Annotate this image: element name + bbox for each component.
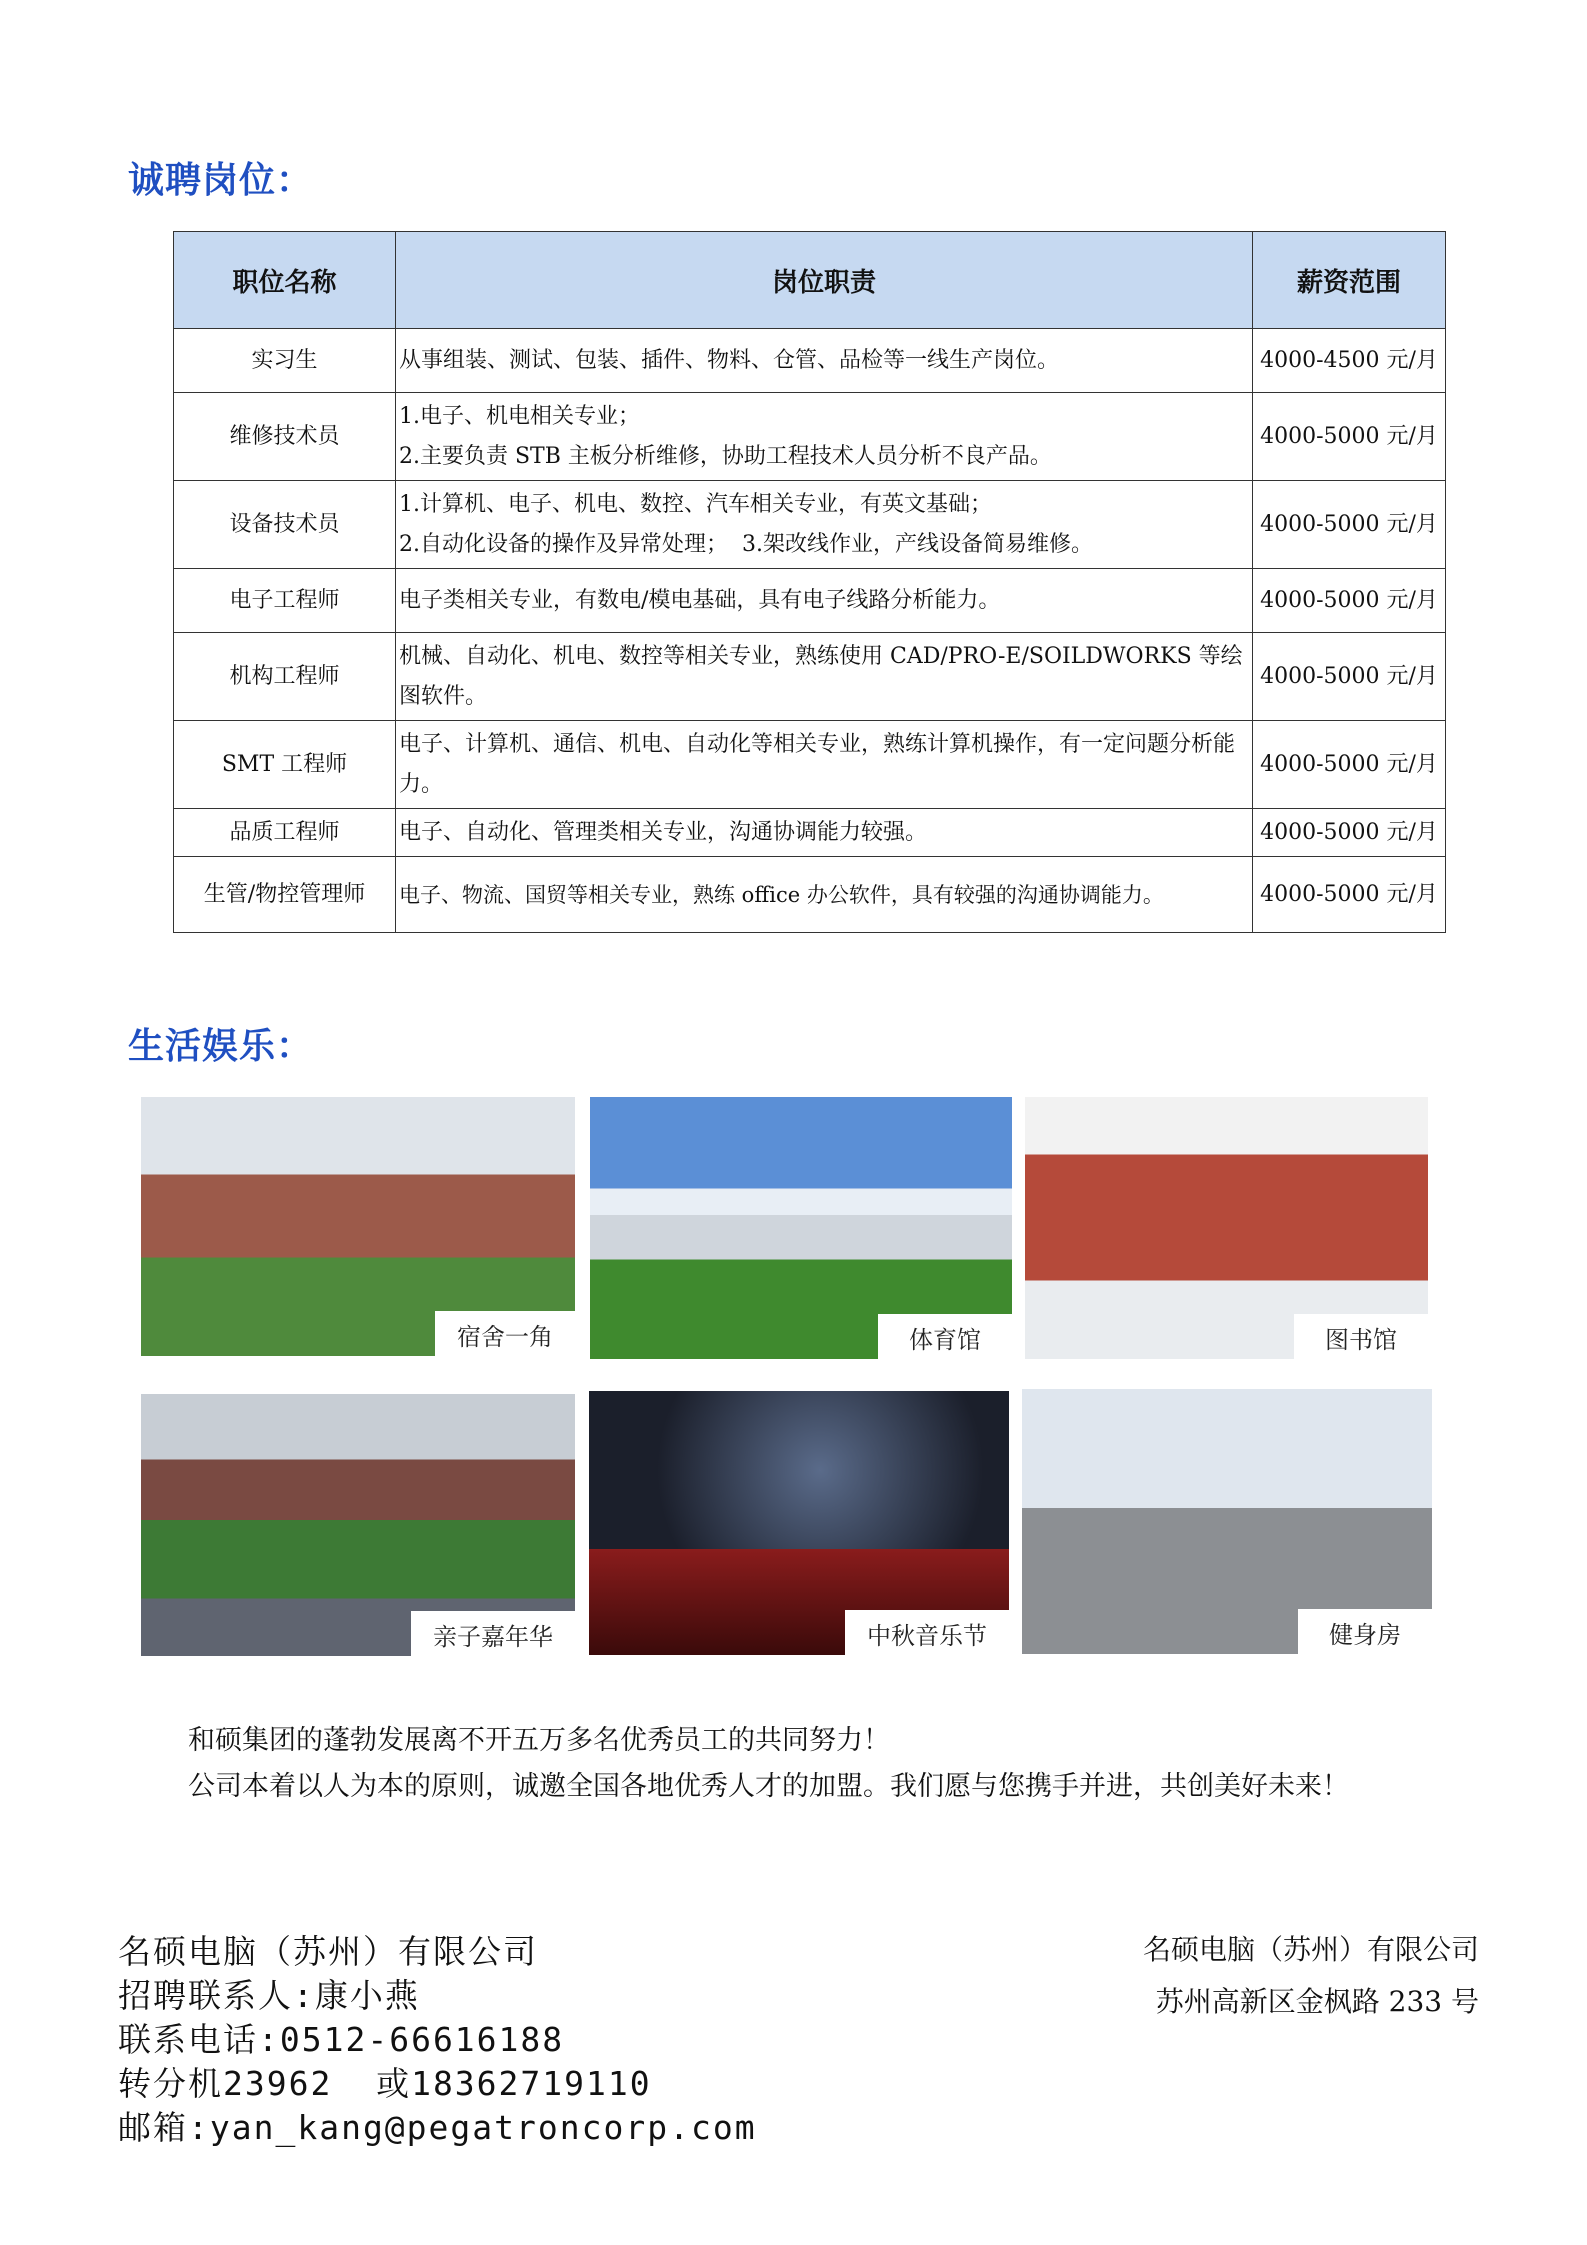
- photo-caption: 中秋音乐节: [845, 1610, 1009, 1655]
- photo-caption: 亲子嘉年华: [411, 1611, 575, 1656]
- photo-music-festival: [589, 1391, 1009, 1655]
- table-row: [174, 633, 1446, 721]
- job-name: 实习生: [174, 329, 396, 393]
- duty-line: 从事组装、测试、包装、插件、物料、仓管、品检等一线生产岗位。: [399, 347, 1060, 373]
- job-name: 品质工程师: [174, 809, 396, 857]
- duty-line: 1.计算机、电子、机电、数控、汽车相关专业，有英文基础；: [399, 491, 992, 517]
- table-row: [174, 393, 1446, 481]
- header-salary: 薪资范围: [1253, 232, 1446, 329]
- photo-library: [1025, 1097, 1428, 1359]
- job-salary: 4000-5000 元/月: [1253, 569, 1446, 633]
- contact-phone: 联系电话:0512-66616188: [118, 2020, 565, 2059]
- job-name: 设备技术员: [174, 481, 396, 569]
- photo-caption: 宿舍一角: [435, 1311, 575, 1356]
- job-salary: 4000-5000 元/月: [1253, 809, 1446, 857]
- contact-extension: 转分机23962 或18362719110: [118, 2064, 652, 2103]
- duty-line: 电子、物流、国贸等相关专业，熟练 office 办公软件，具有较强的沟通协调能力。: [399, 882, 1164, 907]
- table-row: [174, 329, 1446, 393]
- job-duty: [396, 633, 1253, 721]
- closing-message: [188, 1718, 1349, 1810]
- duty-line: 机械、自动化、机电、数控等相关专业，熟练使用 CAD/PRO-E/SOILDWORKS 等绘图软件。: [399, 643, 1243, 709]
- job-salary: 4000-5000 元/月: [1253, 857, 1446, 933]
- job-salary: 4000-5000 元/月: [1253, 393, 1446, 481]
- job-name: 机构工程师: [174, 633, 396, 721]
- job-salary: 4000-4500 元/月: [1253, 329, 1446, 393]
- photo-family-carnival: [141, 1394, 575, 1656]
- closing-line-1: 和硕集团的蓬勃发展离不开五万多名优秀员工的共同努力！: [188, 1725, 890, 1756]
- job-duty: [396, 393, 1253, 481]
- jobs-table-header-row: [174, 232, 1446, 329]
- job-duty: [396, 721, 1253, 809]
- header-job-duty: 岗位职责: [396, 232, 1253, 329]
- table-row: [174, 857, 1446, 933]
- job-name: 生管/物控管理师: [174, 857, 396, 933]
- contact-person: 招聘联系人:康小燕: [118, 1976, 420, 2015]
- table-row: [174, 481, 1446, 569]
- job-salary: 4000-5000 元/月: [1253, 481, 1446, 569]
- closing-line-2: 公司本着以人为本的原则，诚邀全国各地优秀人才的加盟。我们愿与您携手并进，共创美好未来！: [188, 1771, 1349, 1802]
- table-row: [174, 721, 1446, 809]
- contact-block: [118, 1930, 757, 2150]
- address-street: 苏州高新区金枫路 233 号: [1155, 1985, 1479, 2018]
- table-row: [174, 569, 1446, 633]
- recruit-section-title: 诚聘岗位：: [128, 160, 314, 201]
- jobs-table: [173, 231, 1446, 933]
- job-duty: [396, 481, 1253, 569]
- address-company: 名硕电脑（苏州）有限公司: [1142, 1933, 1479, 1966]
- photo-caption: 健身房: [1298, 1609, 1432, 1654]
- contact-company: 名硕电脑（苏州）有限公司: [118, 1932, 538, 1971]
- job-duty: [396, 809, 1253, 857]
- job-duty: [396, 569, 1253, 633]
- duty-line: 电子、自动化、管理类相关专业，沟通协调能力较强。: [399, 819, 928, 845]
- duty-line: 1.电子、机电相关专业；: [399, 403, 640, 429]
- duty-line: 2.主要负责 STB 主板分析维修，协助工程技术人员分析不良产品。: [399, 443, 1052, 469]
- job-duty: [396, 329, 1253, 393]
- job-name: SMT 工程师: [174, 721, 396, 809]
- address-block: [1143, 1924, 1479, 2028]
- duty-line: 电子、计算机、通信、机电、自动化等相关专业，熟练计算机操作，有一定问题分析能力。: [399, 731, 1236, 797]
- job-salary: 4000-5000 元/月: [1253, 721, 1446, 809]
- contact-email: 邮箱:yan_kang@pegatroncorp.com: [118, 2108, 757, 2147]
- duty-line: 2.自动化设备的操作及异常处理； 3.架改线作业，产线设备简易维修。: [399, 531, 1093, 557]
- job-duty: [396, 857, 1253, 933]
- photo-caption: 体育馆: [878, 1314, 1012, 1359]
- photo-dormitory: [141, 1097, 575, 1356]
- job-name: 维修技术员: [174, 393, 396, 481]
- job-name: 电子工程师: [174, 569, 396, 633]
- table-row: [174, 809, 1446, 857]
- photo-gymnasium: [590, 1097, 1012, 1359]
- header-job-name: 职位名称: [174, 232, 396, 329]
- photo-caption: 图书馆: [1294, 1314, 1428, 1359]
- photo-fitness-room: [1022, 1389, 1432, 1654]
- life-section-title: 生活娱乐：: [128, 1026, 314, 1067]
- job-salary: 4000-5000 元/月: [1253, 633, 1446, 721]
- duty-line: 电子类相关专业，有数电/模电基础，具有电子线路分析能力。: [399, 587, 1001, 613]
